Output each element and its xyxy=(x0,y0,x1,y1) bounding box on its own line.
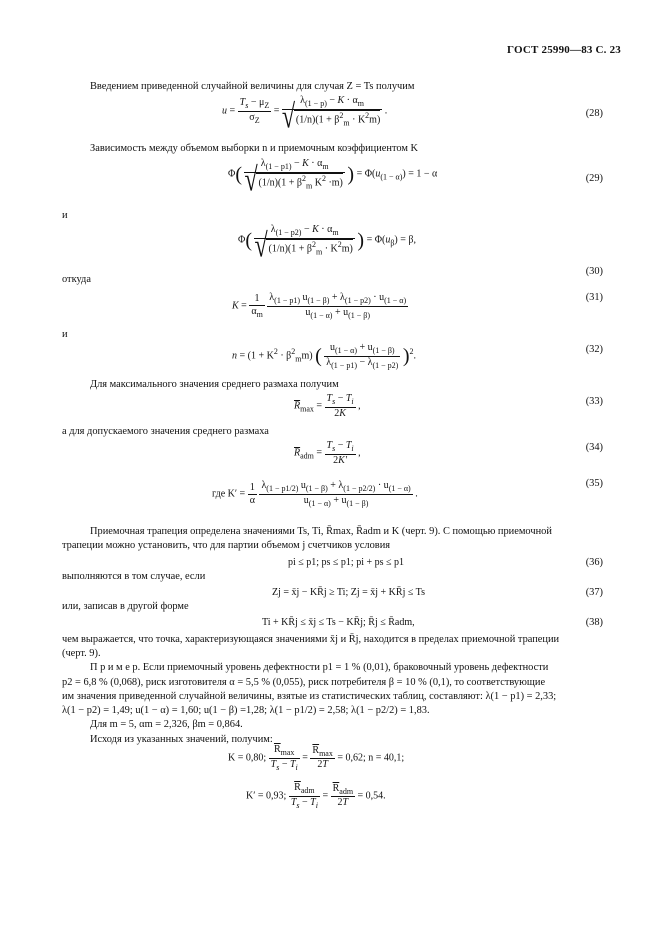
word-and-1: и xyxy=(62,210,68,221)
result-k: K = 0,80; xyxy=(228,752,267,764)
result-line-1: K = 0,80; $\overline{R}_{max}$ $T_s - T_i$ = $\overline{R}_{max}$ 2T = 0,62; n = 40,1; xyxy=(228,744,405,772)
equation-number-32: (32) xyxy=(585,344,603,355)
result-line-2: K′ = 0,93; $\overline{R}_{adm}$ $T_s - T_i$ = $\overline{R}_{adm}$ 2T = 0,54. xyxy=(246,782,386,810)
equation-number-33: (33) xyxy=(585,396,603,407)
paragraph-expressed-1: чем выражается, что точка, характеризующаяся значениями x̄j и R̄j, находится в пределах приемочной трапеции xyxy=(62,634,560,645)
paragraph-fulfilled: выполняются в том случае, если xyxy=(62,571,206,582)
paragraph-other-form: или, записав в другой форме xyxy=(62,601,189,612)
equation-number-31: (31) xyxy=(585,292,603,303)
word-and-2: и xyxy=(62,329,68,340)
equation-38: Ti + KR̄j ≤ x̄j ≤ Ts − KR̄j; R̄j ≤ R̄adm, xyxy=(262,617,415,628)
paragraph-max-mean: Для максимального значения среднего размаха получим xyxy=(90,379,339,390)
paragraph-adm-mean: а для допускаемого значения среднего размаха xyxy=(62,426,269,437)
equation-number-28: (28) xyxy=(585,108,603,119)
paragraph-dependency: Зависимость между объемом выборки n и приемочным коэффициентом K xyxy=(90,143,419,154)
paragraph-example-6: Исходя из указанных значений, получим: xyxy=(90,734,273,745)
paragraph-example-3: им значения приведенной случайной величины, взятые из статистических таблиц, составляют: λ(1 − p1) = 2,33; xyxy=(62,691,557,702)
paragraph-example-2: p2 = 6,8 % (0,068), риск изготовителя α = 5,5 % (0,055), риск потребителя β = 10 % (0,1), то соответствующие xyxy=(62,677,546,688)
equation-number-34: (34) xyxy=(585,442,603,453)
equation-37: Zj = x̄j − KR̄j ≥ Ti; Zj = x̄j + KR̄j ≤ Ts xyxy=(272,587,425,598)
equation-number-37: (37) xyxy=(585,587,603,598)
paragraph-expressed-2: (черт. 9). xyxy=(62,648,101,659)
word-whence: откуда xyxy=(62,274,91,285)
equation-number-38: (38) xyxy=(585,617,603,628)
equation-33: $\overline{R}_{max}$ = $\frac{T_s - T_i}{2K}$ , xyxy=(294,393,361,419)
equation-35: где K′ = $\frac{1}{\alpha}$ $\frac{\lambda_{(1 - p1/2)} u_{(1 - \beta)} + \lambda_{(1 - p2/2)} \cdot u_{(1 - \alpha)}}{u_{(1 - \alpha)} + u_{(1 - \beta)}}$ . xyxy=(212,480,418,508)
result-k-values: = 0,62; n = 40,1; xyxy=(337,752,405,764)
paragraph-trapezoid-2: трапеции можно установить, что для партии объемом j счетчиков условия xyxy=(62,540,391,551)
equation-34: $\overline{R}_{adm}$ = $\frac{T_s - T_i}{2K'}$ , xyxy=(294,440,361,466)
result-k-prime: K′ = 0,93; xyxy=(246,790,287,802)
equation-number-35: (35) xyxy=(585,478,603,489)
paragraph-intro: Введением приведенной случайной величины для случая Z = Ts получим xyxy=(90,81,415,92)
paragraph-example-4: λ(1 − p2) = 1,49; u(1 − α) = 1,60; u(1 − β) =1,28; λ(1 − p1/2) = 2,58; λ(1 − p2/2) = 1,83. xyxy=(62,705,430,716)
paragraph-trapezoid-1: Приемочная трапеция определена значениями Ts, Ti, R̄max, R̄adm и K (черт. 9). С помощью приемочной xyxy=(90,526,552,537)
equation-36: pi ≤ p1; ps ≤ p1; pi + ps ≤ p1 xyxy=(288,557,405,568)
equation-31: K = $\frac{1}{\alpha_m}$ $\frac{\lambda_{(1 - p1)} u_{(1 - \beta)} + \lambda_{(1 - p2)} \cdot u_{(1 - \alpha)}}{u_{(1 - \alpha)} + u_{(1 - \beta)}}$ xyxy=(232,292,407,320)
equation-number-30: (30) xyxy=(585,266,603,277)
equation-28: u = $\frac{T_s - \mu_Z}{\sigma_Z}$ = $\lambda_{(1 - p)} - K \cdot \alpha_m$ √ $(1/n)(1 + \beta^2_m \cdot K^2m)$ . xyxy=(222,95,387,128)
equation-30: Φ( $\lambda_{(1 - p2)} - K \cdot \alpha_m$ √ $(1/n)(1 + \beta^2_m \cdot K^2m)$ ) = $\Phi(u_\beta) = \beta$, xyxy=(238,224,416,257)
equation-32: $n = (1 + K^2 \cdot \beta^2_mm)$ ( $\frac{u_{(1 - \alpha)} + u_{(1 - \beta)}}{\lambda_{(1 - p1)} - \lambda_{(1 - p2)}}$ )$^2$. xyxy=(232,342,416,370)
equation-number-36: (36) xyxy=(585,557,603,568)
page-header: ГОСТ 25990—83 С. 23 xyxy=(507,44,621,56)
paragraph-example-5: Для m = 5, αm = 2,326, βm = 0,864. xyxy=(90,719,243,730)
equation-29: Φ( $\lambda_{(1 - p1)} - K \cdot \alpha_m$ √ $(1/n)(1 + \beta^2_m$ $K^2 \cdot m$) ) = $\Phi(u_{(1 - \alpha)}) = 1 - \alpha$ xyxy=(228,158,437,191)
paragraph-example-1: П р и м е р. Если приемочный уровень дефектности p1 = 1 % (0,01), браковочный уровень дефектности xyxy=(90,662,549,673)
result-k-prime-values: = 0,54. xyxy=(357,790,386,802)
equation-number-29: (29) xyxy=(585,173,603,184)
where-label: где K′ = xyxy=(212,488,246,500)
